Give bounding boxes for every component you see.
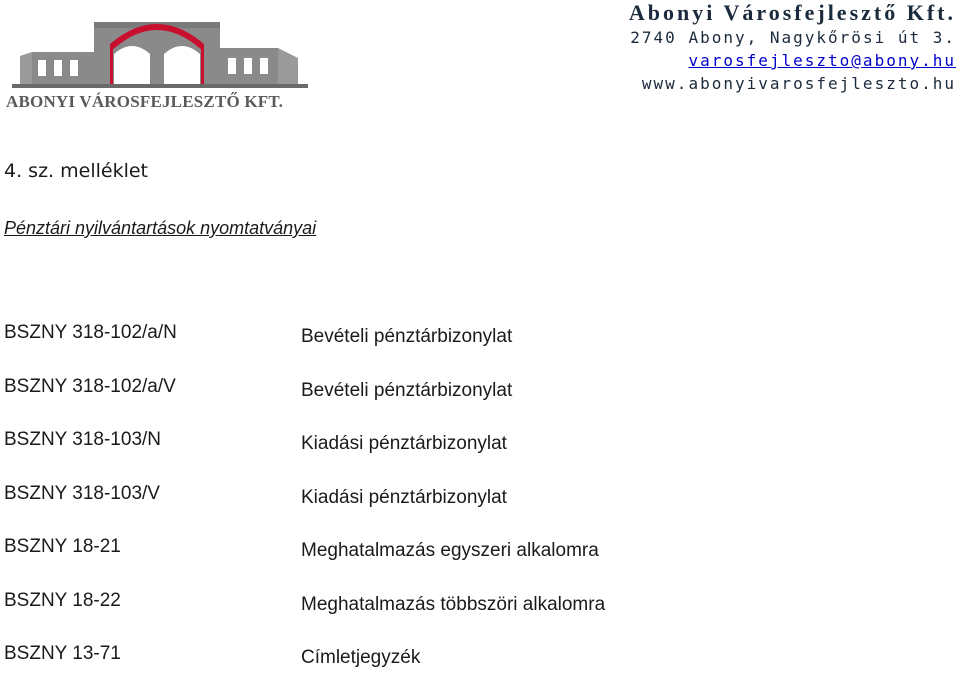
form-name: Bevételi pénztárbizonylat xyxy=(301,326,513,347)
form-name: Kiadási pénztárbizonylat xyxy=(301,433,507,454)
company-contact-block xyxy=(629,0,956,95)
company-address: 2740 Abony, Nagykőrösi út 3. xyxy=(630,28,956,47)
form-code: BSZNY 318-102/a/V xyxy=(4,375,176,397)
list-item xyxy=(4,322,954,376)
list-item xyxy=(4,483,954,537)
form-name: Kiadási pénztárbizonylat xyxy=(301,486,507,508)
list-item xyxy=(4,643,954,697)
list-item xyxy=(4,536,954,590)
form-name: Meghatalmazás egyszeri alkalomra xyxy=(301,540,599,561)
website-text: www.abonyivarosfejleszto.hu xyxy=(641,74,956,93)
company-name: Abonyi Városfejlesztő Kft. xyxy=(628,0,956,25)
form-code: BSZNY 318-103/V xyxy=(4,482,160,504)
list-item xyxy=(4,429,954,483)
form-code: BSZNY 318-103/N xyxy=(4,429,162,450)
logo-wordmark: ABONYI VÁROSFEJLESZTŐ KFT. xyxy=(6,92,284,111)
list-item xyxy=(4,376,954,430)
form-name: Címletjegyzék xyxy=(301,647,421,668)
town-hall-logo-icon xyxy=(2,8,310,92)
annex-label: 4. sz. melléklet xyxy=(4,160,148,182)
form-code: BSZNY 318-102/a/N xyxy=(4,322,177,343)
email-link[interactable]: varosfejleszto@abony.hu xyxy=(688,51,956,70)
forms-list xyxy=(4,322,954,697)
form-code: BSZNY 18-21 xyxy=(4,536,121,557)
form-code: BSZNY 18-22 xyxy=(4,589,121,611)
list-item xyxy=(4,590,954,644)
page-title: Pénztári nyilvántartások nyomtatványai xyxy=(4,218,317,238)
form-name: Meghatalmazás többszöri alkalomra xyxy=(301,593,606,615)
form-code: BSZNY 13-71 xyxy=(4,643,121,664)
form-name: Bevételi pénztárbizonylat xyxy=(301,379,513,401)
company-logo xyxy=(2,8,310,111)
